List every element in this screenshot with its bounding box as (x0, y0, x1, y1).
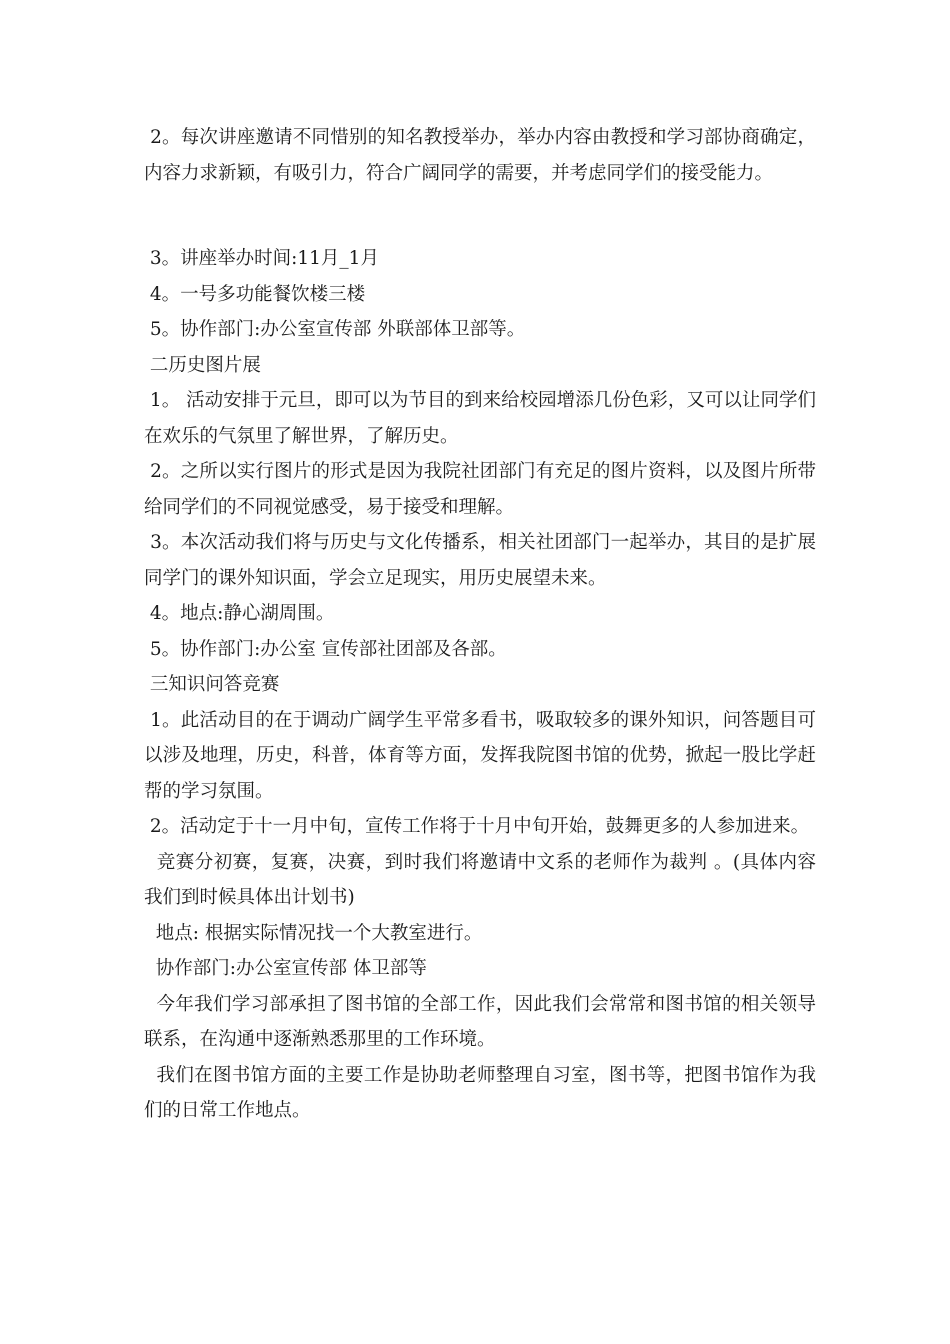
paragraph: 3。本次活动我们将与历史与文化传播系，相关社团部门一起举办，其目的是扩展同学门的课外知识面，学会立足现实，用历史展望未来。 (144, 532, 816, 589)
paragraph: 地点: 根据实际情况找一个大教室进行。 (144, 922, 483, 944)
paragraph-gap (144, 191, 816, 241)
paragraph: 4。地点:静心湖周围。 (144, 603, 335, 624)
document-body (144, 120, 816, 1129)
paragraph: 今年我们学习部承担了图书馆的全部工作，因此我们会常常和图书馆的相关领导联系，在沟通中逐渐熟悉那里的工作环境。 (144, 993, 816, 1050)
section-heading: 三知识问答竞赛 (144, 674, 280, 695)
paragraph: 4。一号多功能餐饮楼三楼 (144, 283, 366, 305)
paragraph: 协作部门:办公室宣传部 体卫部等 (144, 958, 427, 979)
paragraph: 竞赛分初赛，复赛，决赛，到时我们将邀请中文系的老师作为裁判 。(具体内容我们到时候具体出计划书) (144, 851, 816, 908)
paragraph: 5。协作部门:办公室 宣传部社团部及各部。 (144, 638, 507, 660)
paragraph: 5。协作部门:办公室宣传部 外联部体卫部等。 (144, 319, 526, 340)
section-heading: 二历史图片展 (144, 354, 261, 376)
paragraph: 2。之所以实行图片的形式是因为我院社团部门有充足的图片资料，以及图片所带给同学们的不同视觉感受，易于接受和理解。 (144, 461, 816, 518)
paragraph: 1。 活动安排于元旦，即可以为节目的到来给校园增添几份色彩，又可以让同学们在欢乐的气氛里了解世界，了解历史。 (144, 390, 817, 447)
paragraph: 2。活动定于十一月中旬，宣传工作将于十月中旬开始，鼓舞更多的人参加进来。 (144, 816, 810, 837)
paragraph: 1。此活动目的在于调动广阔学生平常多看书，吸取较多的课外知识，问答题目可以涉及地理，历史，科普，体育等方面，发挥我院图书馆的优势，掀起一股比学赶帮的学习氛围。 (144, 709, 816, 802)
paragraph: 3。讲座举办时间:11月_1月 (144, 248, 379, 269)
paragraph: 我们在图书馆方面的主要工作是协助老师整理自习室，图书等，把图书馆作为我们的日常工作地点。 (144, 1064, 816, 1121)
paragraph: 2。每次讲座邀请不同惜别的知名教授举办，举办内容由教授和学习部协商确定，内容力求新颖，有吸引力，符合广阔同学的需要，并考虑同学们的接受能力。 (144, 127, 816, 184)
